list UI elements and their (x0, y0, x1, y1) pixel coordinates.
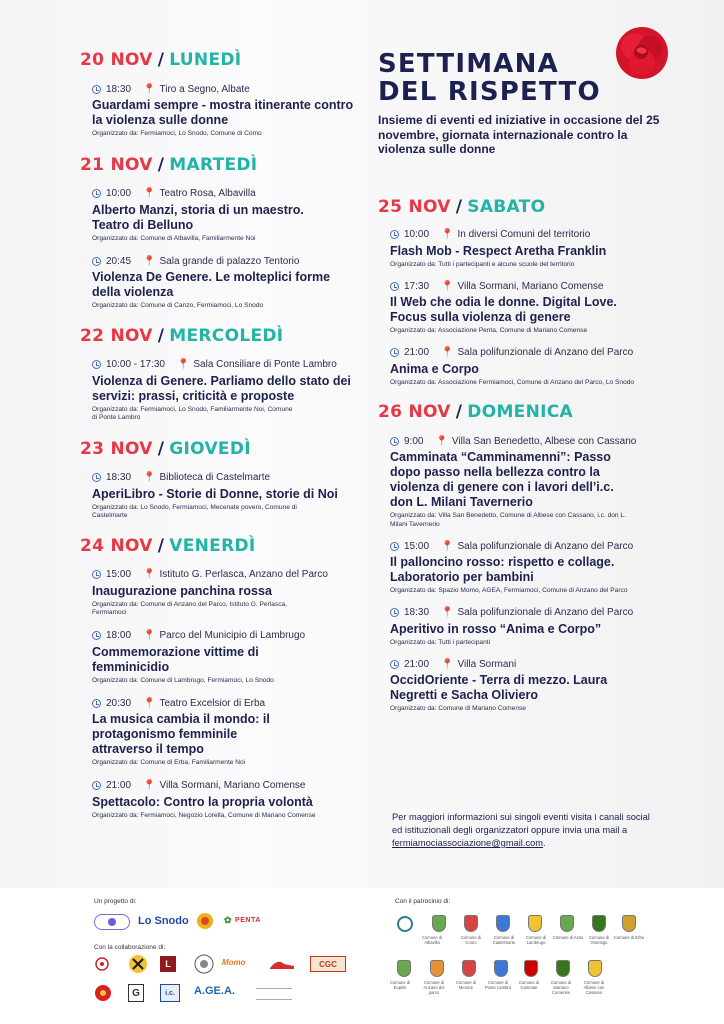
event-time: 10:00 (404, 229, 430, 240)
event-item (390, 279, 678, 336)
crest-icon (592, 915, 606, 932)
crest-icon (397, 960, 411, 977)
day-name: DOMENICA (467, 402, 573, 422)
event-time: 9:00 (404, 435, 424, 447)
clock-icon (92, 570, 101, 579)
event-time: 20:45 (106, 255, 132, 267)
clock-icon (390, 542, 399, 551)
crest-icon (524, 960, 538, 977)
event-item (92, 779, 355, 821)
day-heading (80, 153, 355, 177)
day-heading (80, 48, 355, 72)
momo-logo: Momo (222, 958, 246, 967)
clock-icon (92, 781, 101, 790)
day-separator: / (157, 154, 165, 175)
l-square-logo: L (160, 956, 176, 972)
day-heading (80, 324, 355, 348)
event-time: 15:00 (404, 540, 430, 552)
event-title: La musica cambia il mondo: il protagonismo femminile attraverso il tempo (92, 712, 270, 756)
location-pin-icon: 📍 (143, 83, 156, 95)
clock-icon (390, 348, 399, 357)
day-section (80, 153, 355, 311)
patron-name: Comune di Eupilio (389, 980, 411, 990)
patron-name: Comune di Albese con Cassano (583, 980, 605, 995)
penta-logo-text: PENTA (235, 917, 261, 924)
event-title: Spettacolo: Contro la propria volontà (92, 794, 313, 809)
event-place: Teatro Rosa, Albavilla (159, 188, 256, 199)
event-time: 17:30 (404, 280, 430, 292)
event-item (390, 606, 678, 648)
clock-icon (92, 360, 101, 369)
penta-logo (224, 915, 261, 926)
location-pin-icon: 📍 (441, 658, 454, 670)
event-place: Villa Sormani (457, 658, 517, 670)
location-pin-icon: 📍 (441, 229, 454, 240)
event-title: OccidOriente - Terra di mezzo. Laura Negretti e Sacha Oliviero (390, 673, 608, 702)
event-time: 21:00 (404, 658, 430, 670)
poster-title-line2: DEL RISPETTO (378, 77, 601, 107)
day-date: 24 NOV (80, 535, 153, 556)
crest-icon (622, 915, 636, 932)
event-organizer: Organizzato da: Villa San Benedetto, Comune di Albese con Cassano, i.c. don L. Milani Tavernerio (390, 512, 626, 528)
event-organizer: Organizzato da: Spazio Momo, AGEA, Fermiamoci, Comune di Anzano del Parco (390, 587, 628, 594)
seal-logo (194, 954, 214, 974)
location-pin-icon: 📍 (441, 540, 454, 552)
collab-label: Con la collaborazione di: (94, 944, 166, 951)
contact-email-link[interactable]: fermiamociassociazione@gmail.com (392, 838, 544, 848)
event-title: Flash Mob - Respect Aretha Franklin (390, 243, 607, 258)
day-name: VENERDÌ (169, 535, 256, 556)
clock-icon (92, 257, 101, 266)
location-pin-icon: 📍 (176, 359, 190, 370)
patron-name: Comune di Anzano del parco (423, 980, 445, 995)
event-place: Sala Consiliare di Ponte Lambro (193, 359, 337, 370)
event-place: Istituto G. Perlasca, Anzano del Parco (159, 569, 328, 580)
event-organizer: Organizzato da: Comune di Mariano Comense (390, 705, 526, 712)
day-separator: / (157, 325, 165, 346)
flower-logo (94, 956, 110, 972)
event-item (92, 568, 355, 618)
day-date: 21 NOV (80, 154, 153, 175)
event-organizer: Organizzato da: Comune di Anzano del Parco, Istituto G. Perlasca, Fermiamoci (92, 600, 287, 616)
event-item (92, 471, 355, 521)
clock-icon (92, 85, 101, 94)
poster-title (378, 50, 678, 106)
crest-icon (528, 915, 542, 932)
event-title: Alberto Manzi, storia di un maestro. Teatro di Belluno (92, 202, 304, 232)
patron-name: Comune di Mariano Comense (550, 980, 572, 995)
lo-snodo-logo: Lo Snodo (138, 915, 189, 927)
event-organizer: Organizzato da: Comune di Lambrugo, Fermiamoci, Lo Snodo (92, 676, 274, 684)
red-emblem-logo (94, 984, 112, 1002)
event-place: Sala grande di palazzo Tentorio (159, 255, 300, 267)
crest-icon (462, 960, 476, 977)
crest-icon (588, 960, 602, 977)
location-pin-icon: 📍 (143, 630, 156, 641)
info-text: Per maggiori informazioni sui singoli eventi visita i canali social ed istituzionali degli organizzatori oppure invia una mail a (392, 812, 650, 835)
crest-icon (494, 960, 508, 977)
event-item (390, 434, 678, 529)
clock-icon (390, 282, 399, 291)
day-heading (80, 437, 355, 461)
event-place: Biblioteca di Castelmarte (159, 472, 271, 483)
event-item (390, 346, 678, 388)
patron-name: Comune di Erba (613, 935, 645, 940)
event-place: Villa Sormani, Mariano Comense (159, 780, 306, 791)
event-organizer: Organizzato da: Tutti i partecipanti e alcune scuole del territorio (390, 260, 575, 268)
day-date: 26 NOV (378, 402, 451, 422)
poster-subtitle: Insieme di eventi ed iniziative in occasione del 25 novembre, giornata internazionale contro la violenza sulle donne (378, 113, 660, 156)
event-item (92, 358, 355, 423)
day-section (378, 400, 678, 714)
day-date: 23 NOV (80, 438, 153, 459)
patron-name: Comune di Orsenigo (588, 935, 610, 945)
event-title: Il palloncino rosso: rispetto e collage. Laboratorio per bambini (390, 555, 615, 584)
event-item (390, 539, 678, 596)
event-time: 15:00 (106, 569, 132, 580)
day-name: LUNEDÌ (169, 50, 242, 70)
event-title: Camminata “Camminamenni”: Passo dopo passo nella bellezza contro la violenza di genere con i lavori dell’i.c. don L. Milani Tavernerio (390, 450, 614, 509)
crest-icon (430, 960, 444, 977)
event-title: Violenza De Genere. Le molteplici forme della violenza (92, 270, 331, 299)
event-time: 10:00 - 17:30 (106, 359, 165, 370)
event-organizer: Organizzato da: Lo Snodo, Fermiamoci, Mecenate povero, Comune di Castelmarte (92, 503, 297, 519)
event-organizer: Organizzato da: Comune di Erba, Familiarmente Noi (92, 759, 246, 766)
crest-icon (464, 915, 478, 932)
day-section (80, 437, 355, 521)
event-title: Anima e Corpo (390, 361, 479, 376)
event-time: 18:00 (106, 630, 132, 641)
day-name: MARTEDÌ (169, 154, 258, 175)
day-date: 20 NOV (80, 50, 153, 70)
day-name: MERCOLEDÌ (169, 325, 284, 346)
left-column (80, 48, 355, 820)
day-date: 22 NOV (80, 325, 153, 346)
penta-mark-icon: ✿ (224, 915, 233, 925)
day-name: SABATO (467, 196, 546, 217)
g-logo: G (128, 984, 144, 1002)
patron-name: Comune di Ponte Lambro (484, 980, 512, 990)
sponsor-footer (0, 888, 724, 1024)
event-item (92, 629, 355, 686)
location-pin-icon: 📍 (143, 697, 156, 709)
right-column (378, 50, 678, 714)
agea-logo: A.GE.A. (194, 985, 235, 997)
clock-icon (390, 660, 399, 669)
event-organizer: Organizzato da: Associazione Penta, Comune di Mariano Comense (390, 327, 588, 334)
event-item (92, 696, 355, 768)
event-time: 18:30 (106, 472, 132, 483)
event-place: In diversi Comuni del territorio (457, 229, 591, 240)
event-time: 18:30 (404, 607, 430, 618)
project-label: Un progetto di: (94, 898, 137, 905)
location-pin-icon: 📍 (143, 188, 156, 199)
event-organizer: Organizzato da: Tutti i partecipanti (390, 638, 491, 646)
event-item (390, 228, 678, 270)
consortium-logo (397, 916, 413, 932)
event-place: Parco del Municipio di Lambrugo (159, 630, 306, 641)
event-organizer: Organizzato da: Comune di Albavilla, Familiarmente Noi (92, 234, 256, 242)
day-separator: / (157, 438, 165, 459)
patron-name: Comune di Como (460, 935, 482, 945)
event-place: Sala polifunzionale di Anzano del Parco (457, 607, 634, 618)
event-place: Sala polifunzionale di Anzano del Parco (457, 540, 634, 552)
clock-icon (92, 473, 101, 482)
location-pin-icon: 📍 (441, 607, 454, 618)
clock-icon (92, 699, 101, 708)
location-pin-icon: 📍 (441, 280, 454, 292)
fermiamoci-logo (94, 914, 130, 930)
event-place: Tiro a Segno, Albate (159, 83, 250, 95)
location-pin-icon: 📍 (143, 472, 156, 483)
event-organizer: Organizzato da: Fermiamoci, Negozio Lorella, Comune di Mariano Comense (92, 811, 316, 819)
ic-logo: i.c. (160, 984, 180, 1002)
location-pin-icon: 📍 (143, 569, 156, 580)
clock-icon (92, 631, 101, 640)
patronage-label: Con il patrocinio di: (395, 898, 451, 905)
day-separator: / (157, 50, 165, 70)
day-name: GIOVEDÌ (169, 438, 251, 459)
cbb-logo: CGC (310, 956, 346, 972)
day-heading (80, 534, 355, 558)
patron-name: Comune di Merone (455, 980, 477, 990)
location-pin-icon: 📍 (143, 255, 156, 267)
poster-title-line1: SETTIMANA (378, 49, 559, 79)
event-title: Inaugurazione panchina rossa (92, 583, 272, 598)
day-date: 25 NOV (378, 196, 451, 217)
event-organizer: Organizzato da: Associazione Fermiamoci, Comune di Anzano del Parco, Lo Snodo (390, 378, 635, 386)
event-place: Villa Sormani, Mariano Comense (457, 280, 604, 292)
patron-name: Comune di Lambrugo (525, 935, 547, 945)
event-title: Guardami sempre - mostra itinerante contro la violenza sulle donne (92, 98, 354, 127)
day-heading (378, 195, 678, 219)
day-separator: / (455, 402, 463, 422)
event-time: 21:00 (404, 347, 430, 358)
day-section (80, 534, 355, 821)
crest-icon (496, 915, 510, 932)
event-organizer: Organizzato da: Comune di Canzo, Fermiamoci, Lo Snodo (92, 302, 264, 309)
location-pin-icon: 📍 (441, 347, 454, 358)
event-title: Commemorazione vittime di femminicidio (92, 644, 259, 674)
day-section (378, 195, 678, 388)
event-title: Violenza di Genere. Parliamo dello stato dei servizi: prassi, criticità e proposte (92, 373, 351, 403)
clock-icon (390, 230, 399, 239)
event-item (92, 82, 355, 139)
circle-emblem-logo (196, 912, 214, 930)
cross-circle-logo (128, 954, 148, 974)
event-time: 18:30 (106, 83, 132, 95)
location-pin-icon: 📍 (143, 780, 156, 791)
event-organizer: Organizzato da: Fermiamoci, Lo Snodo, Comune di Como (92, 130, 262, 137)
event-place: Villa San Benedetto, Albese con Cassano (451, 435, 637, 447)
location-pin-icon: 📍 (435, 435, 448, 447)
event-place: Sala polifunzionale di Anzano del Parco (457, 347, 634, 358)
event-item (92, 187, 355, 244)
event-time: 10:00 (106, 188, 132, 199)
patron-name: Comune di Albavilla (421, 935, 443, 945)
line-logo (256, 988, 292, 1000)
event-title: Il Web che odia le donne. Digital Love. Focus sulla violenza di genere (390, 295, 617, 324)
event-time: 21:00 (106, 780, 132, 791)
event-item (390, 657, 678, 714)
day-section (80, 48, 355, 139)
event-title: Aperitivo in rosso “Anima e Corpo” (390, 621, 602, 636)
event-title: AperiLibro - Storie di Donne, storie di Noi (92, 486, 338, 501)
crest-icon (560, 915, 574, 932)
patron-name: Comune di Asso (552, 935, 584, 940)
event-organizer: Organizzato da: Fermiamoci, Lo Snodo, Familiarmente Noi, Comune di Ponte Lambro (92, 405, 293, 421)
day-separator: / (157, 535, 165, 556)
info-paragraph (392, 811, 654, 850)
patron-name: Comune di Carimate (518, 980, 540, 990)
patron-name: Comune di Castelmarte (492, 935, 516, 945)
day-heading (378, 400, 678, 424)
crest-icon (556, 960, 570, 977)
red-shoe-logo (268, 954, 296, 972)
event-item (92, 254, 355, 311)
day-separator: / (455, 196, 463, 217)
info-end: . (543, 838, 546, 848)
clock-icon (390, 608, 399, 617)
day-section (80, 324, 355, 423)
event-time: 20:30 (106, 697, 132, 709)
clock-icon (390, 437, 399, 446)
event-place: Teatro Excelsior di Erba (159, 697, 266, 709)
crest-icon (432, 915, 446, 932)
clock-icon (92, 189, 101, 198)
